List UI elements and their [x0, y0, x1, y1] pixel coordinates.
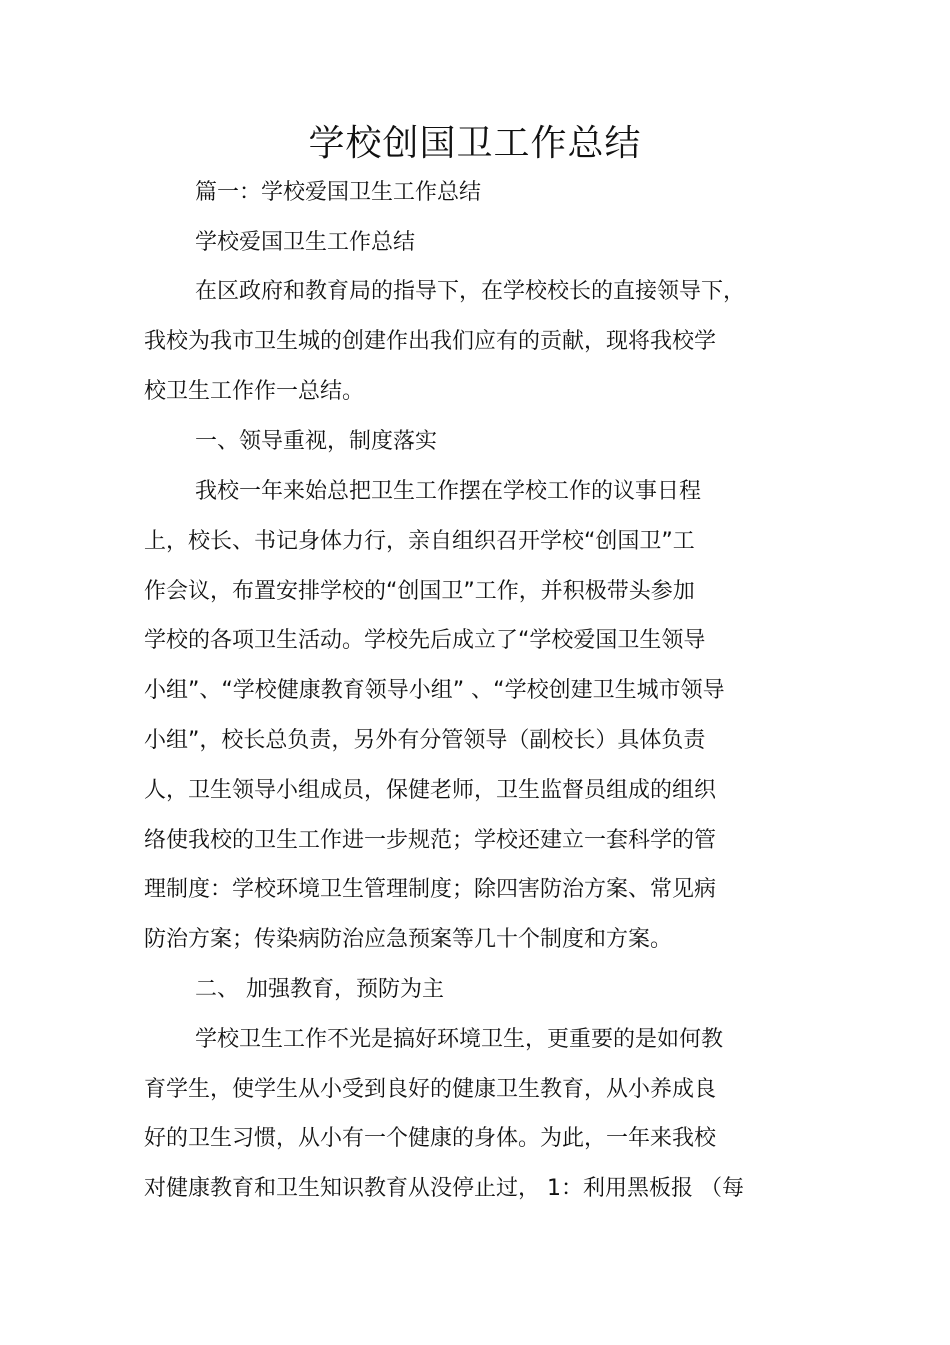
- text-line: 我校一年来始总把卫生工作摆在学校工作的议事日程: [195, 479, 702, 504]
- text-line: 学校的各项卫生活动。学校先后成立了“学校爱国卫生领导: [144, 628, 706, 653]
- text-line: 好的卫生习惯，从小有一个健康的身体。为此，一年来我校: [144, 1126, 717, 1151]
- text-line: 我校为我市卫生城的创建作出我们应有的贡献，现将我校学: [144, 329, 717, 354]
- text-line: 络使我校的卫生工作进一步规范；学校还建立一套科学的管: [144, 828, 717, 853]
- text-line: 小组”、“学校健康教育领导小组” 、“学校创建卫生城市领导: [144, 678, 725, 703]
- text-line: 篇一：学校爱国卫生工作总结: [195, 180, 482, 205]
- text-line: 育学生，使学生从小受到良好的健康卫生教育，从小养成良: [144, 1077, 717, 1102]
- text-line: 学校卫生工作不光是搞好环境卫生，更重要的是如何教: [195, 1027, 724, 1052]
- text-line: 二、 加强教育，预防为主: [195, 977, 444, 1002]
- text-line: 人，卫生领导小组成员，保健老师，卫生监督员组成的组织: [144, 778, 717, 803]
- text-line: 作会议，布置安排学校的“创国卫”工作，并积极带头参加: [144, 579, 695, 604]
- text-line: 防治方案；传染病防治应急预案等几十个制度和方案。: [144, 927, 673, 952]
- text-line: 小组”，校长总负责，另外有分管领导（副校长）具体负责: [144, 728, 706, 753]
- text-line: 学校爱国卫生工作总结: [195, 230, 416, 255]
- text-line: 理制度：学校环境卫生管理制度；除四害防治方案、常见病: [144, 877, 717, 902]
- document-title: 学校创国卫工作总结: [308, 123, 642, 164]
- text-line: 对健康教育和卫生知识教育从没停止过， 1：利用黑板报 （每: [144, 1176, 744, 1201]
- text-line: 一、领导重视，制度落实: [195, 429, 438, 454]
- text-line: 在区政府和教育局的指导下，在学校校长的直接领导下，: [195, 279, 746, 304]
- text-line: 校卫生工作作一总结。: [144, 379, 365, 404]
- text-line: 上，校长、书记身体力行，亲自组织召开学校“创国卫”工: [144, 529, 695, 554]
